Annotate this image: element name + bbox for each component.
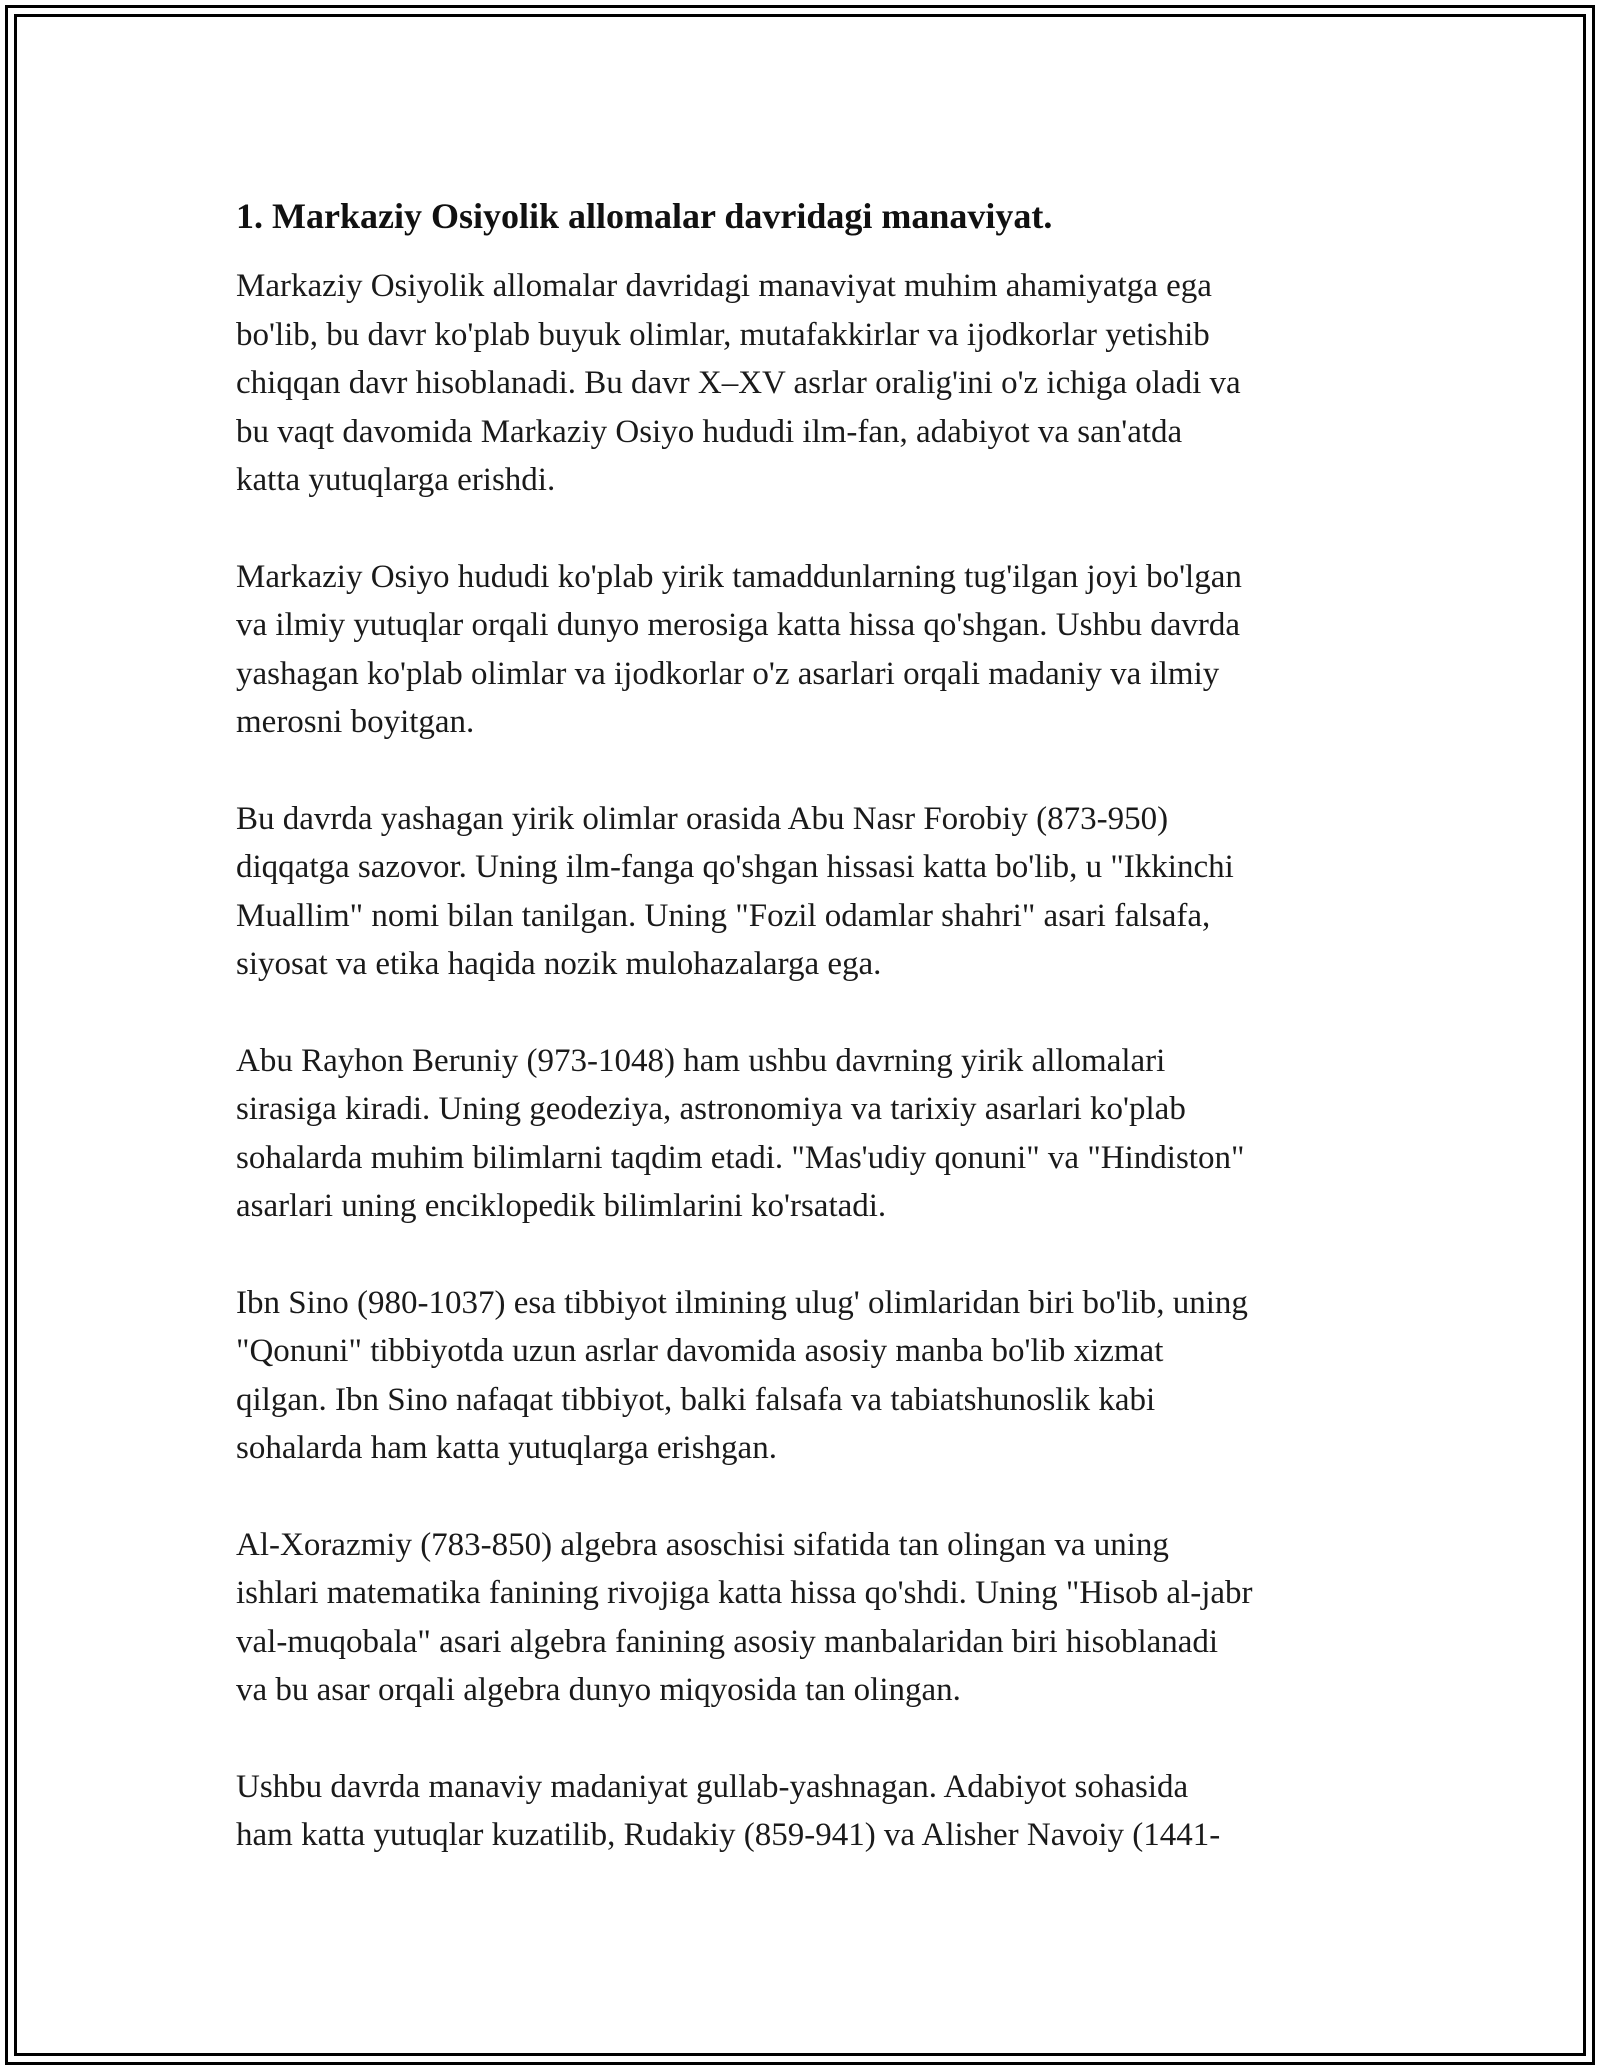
text-line: siyosat va etika haqida nozik mulohazalarga ega.: [236, 946, 882, 982]
text-line: merosni boyitgan.: [236, 704, 475, 740]
paragraph: [236, 1763, 1370, 1860]
text-line: Abu Rayhon Beruniy (973-1048) ham ushbu davrning yirik allomalari: [236, 1042, 1166, 1079]
paragraph: [236, 1037, 1370, 1231]
text-line: sohalarda muhim bilimlarni taqdim etadi. "Mas'udiy qonuni" va "Hindiston": [236, 1139, 1245, 1176]
section-heading: 1. Markaziy Osiyolik allomalar davridagi manaviyat.: [236, 196, 1053, 236]
text-line: va bu asar orqali algebra dunyo miqyosida tan olingan.: [236, 1672, 961, 1708]
text-line: sohalarda ham katta yutuqlarga erishgan.: [236, 1430, 777, 1466]
paragraph: [236, 1521, 1370, 1715]
text-line: "Qonuni" tibbiyotda uzun asrlar davomida asosiy manba bo'lib xizmat: [236, 1333, 1164, 1369]
text-line: chiqqan davr hisoblanadi. Bu davr X–XV asrlar oralig'ini o'z ichiga oladi va: [236, 365, 1241, 401]
text-line: bu vaqt davomida Markaziy Osiyo hududi ilm-fan, adabiyot va san'atda: [236, 413, 1183, 450]
text-line: qilgan. Ibn Sino nafaqat tibbiyot, balki falsafa va tabiatshunoslik kabi: [236, 1381, 1156, 1418]
paragraph: [236, 262, 1370, 505]
text-line: Muallim" nomi bilan tanilgan. Uning "Fozil odamlar shahri" asari falsafa,: [236, 897, 1211, 934]
text-line: ishlari matematika fanining rivojiga katta hissa qo'shdi. Uning "Hisob al-jabr: [236, 1575, 1253, 1611]
text-line: diqqatga sazovor. Uning ilm-fanga qo'shgan hissasi katta bo'lib, u "Ikkinchi: [236, 849, 1234, 885]
text-line: Ibn Sino (980-1037) esa tibbiyot ilmining ulug' olimlaridan biri bo'lib, uning: [236, 1284, 1248, 1321]
paragraph: [236, 1279, 1370, 1473]
text-line: Bu davrda yashagan yirik olimlar orasida Abu Nasr Forobiy (873-950): [236, 800, 1169, 837]
text-line: val-muqobala" asari algebra fanining asosiy manbalaridan biri hisoblanadi: [236, 1623, 1219, 1660]
document-body: [236, 190, 1370, 1908]
text-line: Ushbu davrda manaviy madaniyat gullab-yashnagan. Adabiyot sohasida: [236, 1768, 1189, 1805]
text-line: ham katta yutuqlar kuzatilib, Rudakiy (859-941) va Alisher Navoiy (1441-: [236, 1817, 1221, 1853]
paragraph: [236, 553, 1370, 747]
text-line: bo'lib, bu davr ko'plab buyuk olimlar, mutafakkirlar va ijodkorlar yetishib: [236, 316, 1210, 353]
paragraph: [236, 795, 1370, 989]
text-line: katta yutuqlarga erishdi.: [236, 462, 556, 498]
text-line: Markaziy Osiyo hududi ko'plab yirik tamaddunlarning tug'ilgan joyi bo'lgan: [236, 558, 1242, 595]
text-line: yashagan ko'plab olimlar va ijodkorlar o'z asarlari orqali madaniy va ilmiy: [236, 655, 1220, 692]
text-line: sirasiga kiradi. Uning geodeziya, astronomiya va tarixiy asarlari ko'plab: [236, 1091, 1186, 1127]
text-line: va ilmiy yutuqlar orqali dunyo merosiga katta hissa qo'shgan. Ushbu davrda: [236, 607, 1241, 643]
text-line: Markaziy Osiyolik allomalar davridagi manaviyat muhim ahamiyatga ega: [236, 268, 1212, 304]
text-line: asarlari uning enciklopedik bilimlarini ko'rsatadi.: [236, 1188, 887, 1224]
text-line: Al-Xorazmiy (783-850) algebra asoschisi sifatida tan olingan va uning: [236, 1526, 1169, 1563]
